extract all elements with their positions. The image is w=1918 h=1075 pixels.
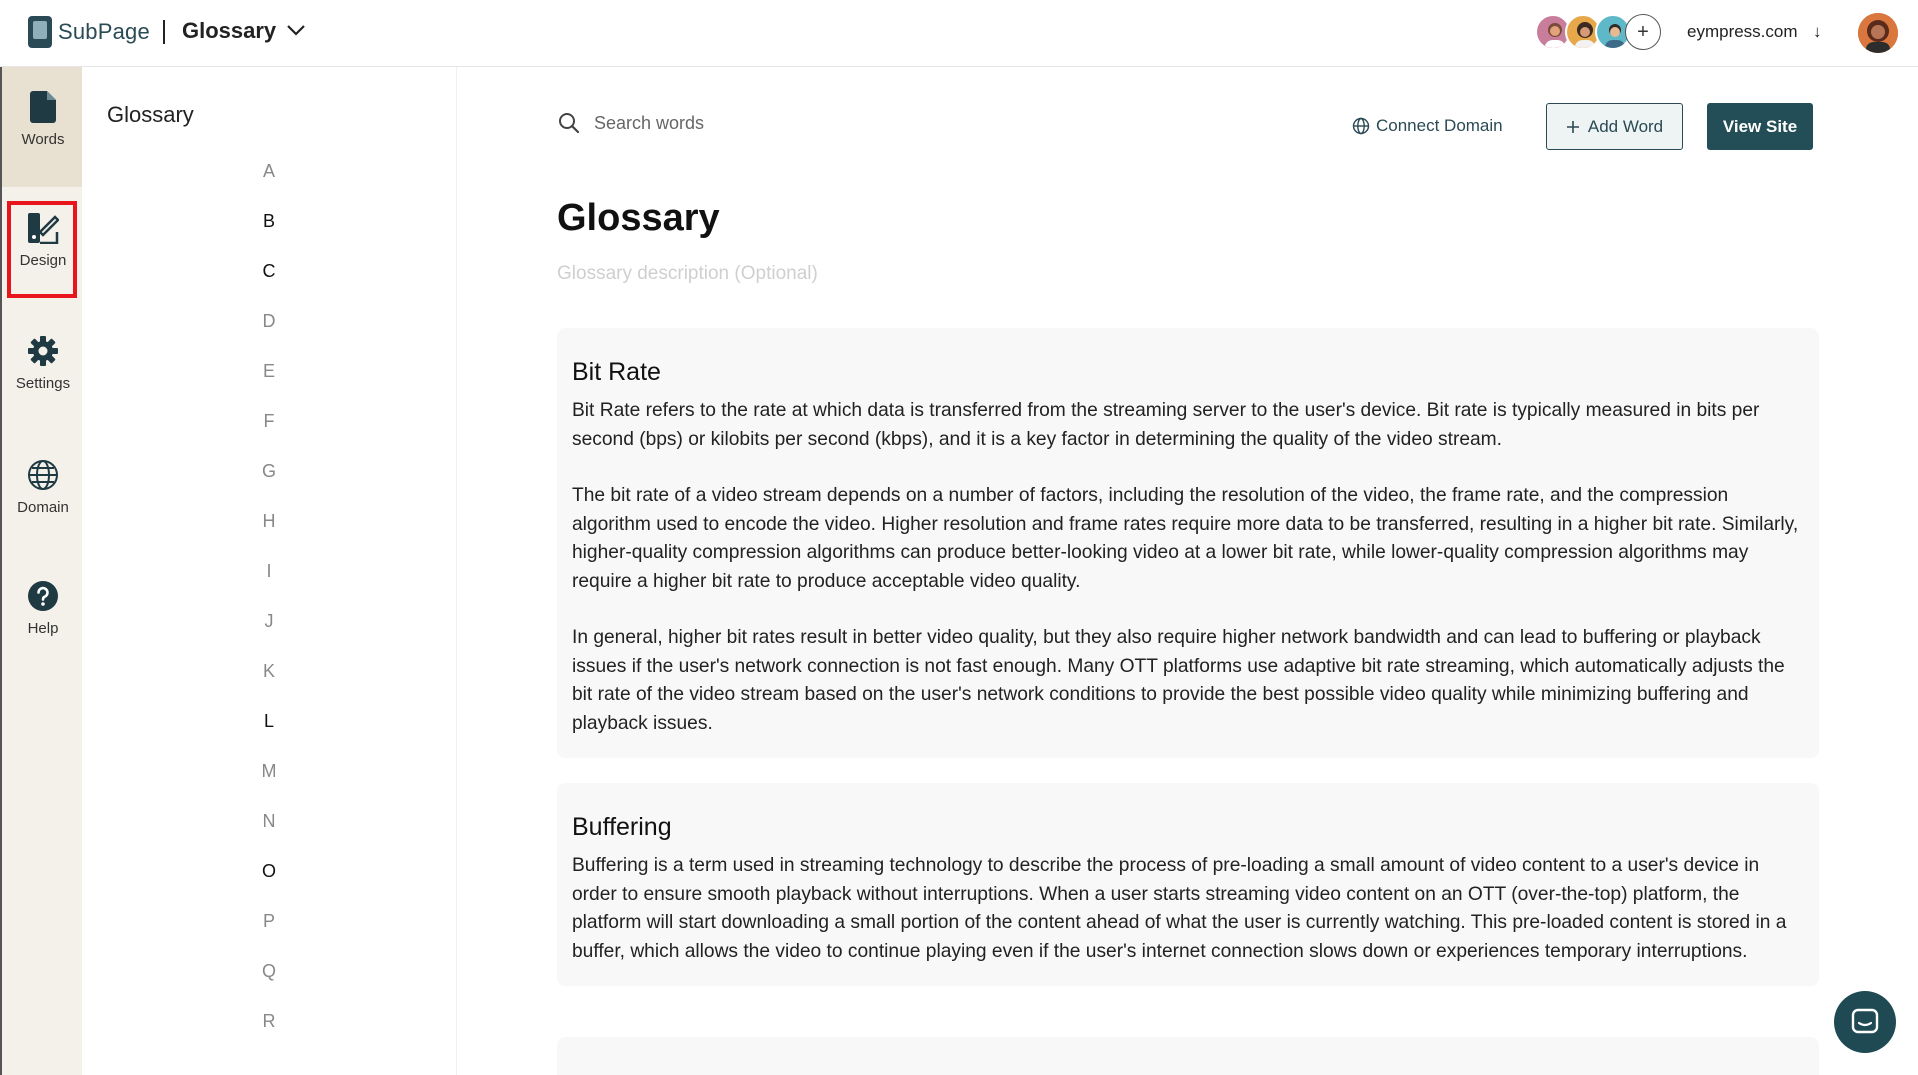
- rail-item-help[interactable]: [2, 580, 84, 637]
- add-word-button[interactable]: [1546, 103, 1683, 150]
- letter-f[interactable]: F: [263, 411, 275, 431]
- top-bar: [0, 0, 1918, 67]
- entry-term: Bit Rate: [572, 358, 661, 386]
- letter-m[interactable]: M: [261, 761, 277, 781]
- chevron-down-icon[interactable]: [286, 23, 306, 37]
- rail-label-domain: Domain: [17, 499, 69, 516]
- letter-l[interactable]: L: [263, 711, 274, 731]
- chat-launcher-button[interactable]: [1834, 991, 1896, 1053]
- letter-index: [254, 160, 284, 1060]
- alphabet-sidebar: [82, 67, 457, 1075]
- view-site-button[interactable]: View Site: [1707, 103, 1813, 150]
- arrow-down-icon[interactable]: ↓: [1813, 22, 1822, 41]
- connect-domain-link[interactable]: [1352, 116, 1503, 136]
- letter-k[interactable]: K: [262, 661, 275, 681]
- rail-label-design: Design: [19, 252, 67, 269]
- search-bar[interactable]: [558, 112, 874, 134]
- globe-icon: [1352, 117, 1370, 135]
- gear-icon: [27, 335, 59, 367]
- page-title[interactable]: Glossary: [557, 197, 720, 239]
- search-icon: [558, 112, 580, 134]
- letter-c[interactable]: C: [262, 261, 276, 281]
- letter-g[interactable]: G: [261, 461, 276, 481]
- breadcrumb-title[interactable]: Glossary: [182, 18, 277, 43]
- add-collaborator-button[interactable]: +: [1625, 14, 1661, 50]
- chat-icon: [1851, 1008, 1879, 1036]
- entry-paragraph: The bit rate of a video stream depends on a number of factors, including the resolution of the video, the frame rate, and the compression algorithm used to encode the video. Higher resolution and frame rates require more data to be transferred, resulting in a higher bit rate. Similarly, higher-quality compression algorithms can produce better-looking video at a lower bit rate, while lower-quality compression algorithms may require a higher bit rate to produce acceptable video quality.: [572, 485, 1799, 592]
- sidebar-title: Glossary: [107, 102, 194, 127]
- workspace-domain[interactable]: eympress.com: [1687, 22, 1798, 41]
- help-icon: [27, 580, 59, 612]
- letter-j[interactable]: J: [264, 611, 274, 631]
- plus-icon: [1566, 120, 1580, 134]
- rail-item-words[interactable]: [2, 67, 84, 187]
- letter-e[interactable]: E: [262, 361, 275, 381]
- logo-text: SubPage: [58, 19, 150, 44]
- entry-paragraph: Bit Rate refers to the rate at which data is transferred from the streaming server to the user's device. Bit rate is typically measured in bits per second (bps) or kilobits per second (kbps), and it is a key factor in determining the quality of the video stream.: [572, 400, 1760, 450]
- letter-h[interactable]: H: [262, 511, 276, 531]
- letter-n[interactable]: N: [262, 811, 276, 831]
- entry-term: Buffering: [572, 813, 672, 841]
- logo-icon: [28, 16, 52, 48]
- rail-label-words: Words: [21, 131, 65, 148]
- letter-p[interactable]: P: [262, 911, 275, 931]
- connect-domain-label: Connect Domain: [1376, 116, 1503, 135]
- letter-r[interactable]: R: [262, 1011, 276, 1031]
- entry-paragraph: Buffering is a term used in streaming technology to describe the process of pre-loading a small amount of video content to a user's device in order to ensure smooth playback without interruptions. When a user starts streaming video content on an OTT (over-the-top) platform, the platform will start downloading a small portion of the content ahead of what the user is currently watching. This pre-loaded content is stored in a buffer, which allows the video to continue playing even if the user's internet connection slows down or experiences temporary interruptions.: [572, 855, 1787, 962]
- glossary-entry[interactable]: [557, 328, 1819, 758]
- glossary-entry[interactable]: [557, 1037, 1819, 1075]
- collaborator-avatars[interactable]: [1535, 14, 1661, 50]
- add-word-label: Add Word: [1587, 116, 1664, 136]
- letter-d[interactable]: D: [262, 311, 276, 331]
- letter-a[interactable]: A: [262, 161, 275, 181]
- description-input[interactable]: Glossary description (Optional): [557, 263, 818, 284]
- letter-b[interactable]: B: [262, 211, 275, 231]
- subpage-logo[interactable]: [28, 16, 150, 48]
- rail-label-settings: Settings: [15, 375, 71, 392]
- letter-o[interactable]: O: [261, 861, 276, 881]
- search-input[interactable]: [594, 113, 874, 134]
- letter-i[interactable]: I: [266, 561, 272, 581]
- globe-icon: [27, 459, 59, 491]
- document-icon: [30, 91, 56, 123]
- breadcrumb-divider: [163, 20, 165, 44]
- user-avatar[interactable]: [1858, 13, 1898, 53]
- entry-paragraph: In general, higher bit rates result in better video quality, but they also require higher network bandwidth and can lead to buffering or playback issues if the user's network connection is not fast enough. Many OTT platforms use adaptive bit rate streaming, which automatically adjusts the bit rate of the video stream based on the user's network conditions to provide the best possible video quality while minimizing buffering and playback issues.: [572, 627, 1785, 734]
- rail-label-help: Help: [27, 620, 59, 637]
- letter-q[interactable]: Q: [261, 961, 276, 981]
- rail-item-domain[interactable]: [2, 459, 84, 516]
- main-content: [458, 67, 1918, 1075]
- glossary-entry[interactable]: [557, 783, 1819, 986]
- rail-item-settings[interactable]: [2, 335, 84, 392]
- design-highlight-box: [7, 201, 77, 298]
